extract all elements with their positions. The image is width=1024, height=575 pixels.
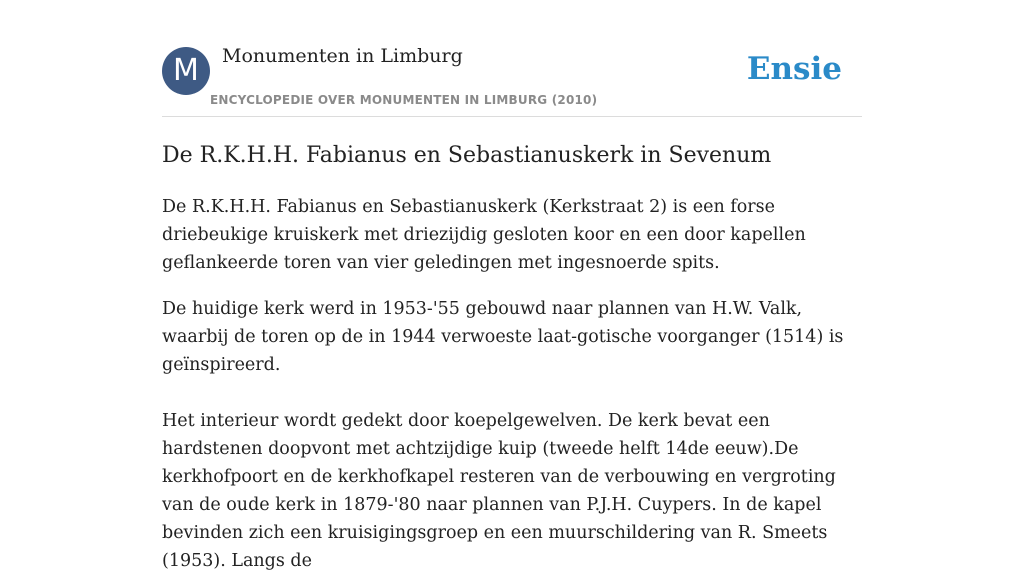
source-title[interactable]: Monumenten in Limburg [222, 45, 463, 67]
article-title: De R.K.H.H. Fabianus en Sebastianuskerk in Sevenum [162, 143, 772, 168]
article-paragraph: De huidige kerk werd in 1953-'55 gebouwd naar plannen van H.W. Valk, waarbij de toren op de in 1944 verwoeste laat-gotische voorganger (1514) is geïnspireerd. [162, 299, 844, 375]
source-header [162, 0, 862, 117]
ensie-logo[interactable]: Ensie [746, 51, 842, 87]
source-subtitle: ENCYCLOPEDIE OVER MONUMENTEN IN LIMBURG (2010) [210, 93, 598, 107]
article-paragraph: Het interieur wordt gedekt door koepelgewelven. De kerk bevat een hardstenen doopvont met achtzijdige kuip (tweede helft 14de eeuw).De kerkhofpoort en de kerkhofkapel resteren van de verbouwing en vergroting van de oude kerk in 1879-'80 naar plannen van P.J.H. Cuypers. In de kapel bevinden zich een kruisigingsgroep en een muurschildering van R. Smeets (1953). Langs de [162, 411, 836, 571]
article-container [162, 0, 862, 575]
article-paragraph: De R.K.H.H. Fabianus en Sebastianuskerk (Kerkstraat 2) is een forse driebeukige kruiskerk met driezijdig gesloten koor en een door kapellen geflankeerde toren van vier geledingen met ingesnoerde spits. [162, 197, 806, 273]
source-avatar[interactable]: M [162, 47, 210, 95]
